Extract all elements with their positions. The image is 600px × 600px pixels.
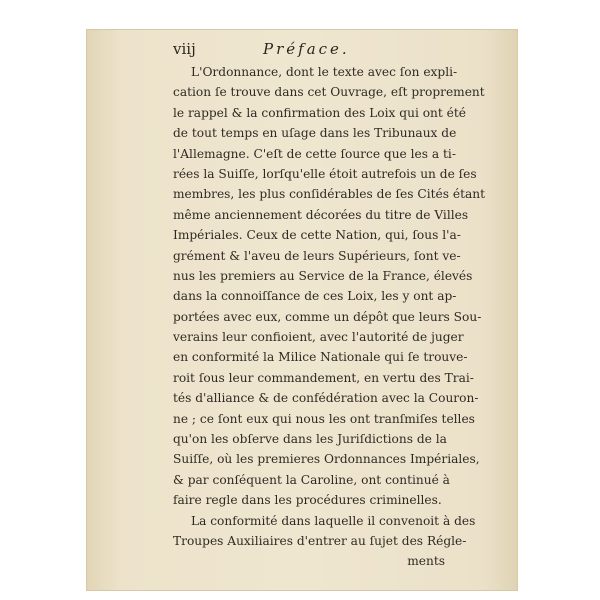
text-line: dans la connoiſſance de ces Loix, les y ont ap- — [173, 289, 457, 304]
text-line: & par conſéquent la Caroline, ont continué à — [173, 472, 450, 487]
text-line: cation ſe trouve dans cet Ouvrage, eſt proprement — [173, 85, 485, 100]
text-line: roit ſous leur commandement, en vertu des Trai- — [173, 370, 474, 385]
text-line: de tout temps en uſage dans les Tribunaux de — [173, 126, 457, 141]
text-line: l'Allemagne. C'eſt de cette ſource que les a ti- — [173, 146, 456, 161]
running-title: Préface. — [263, 40, 350, 58]
catchword: ments — [407, 554, 445, 569]
text-line: membres, les plus conſidérables de ſes Cités étant — [173, 187, 485, 202]
text-line: en conformité la Milice Nationale qui ſe trouve- — [173, 350, 468, 365]
text-line: Suiſſe, où les premieres Ordonnances Impériales, — [173, 452, 480, 467]
text-line: faire regle dans les procédures criminelles. — [173, 493, 442, 508]
text-line: La conformité dans laquelle il convenoit à des — [191, 513, 476, 528]
paragraph-1 — [173, 62, 485, 511]
paragraph-2 — [173, 511, 476, 552]
text-line: grément & l'aveu de leurs Supérieurs, ſont ve- — [173, 248, 461, 263]
page-number: viij — [173, 40, 196, 58]
text-line: Troupes Auxiliaires d'entrer au ſujet des Régle- — [173, 533, 467, 548]
text-line: verains leur confioient, avec l'autorité de juger — [173, 330, 464, 345]
text-line: ne ; ce ſont eux qui nous les ont tranſmiſes telles — [173, 411, 475, 426]
text-line: même anciennement décorées du titre de Villes — [173, 207, 469, 222]
text-line: tés d'alliance & de confédération avec la Couron- — [173, 391, 479, 406]
page-body — [173, 62, 485, 572]
text-line: Impériales. Ceux de cette Nation, qui, ſous l'a- — [173, 228, 461, 243]
text-line: nus les premiers au Service de la France, élevés — [173, 268, 473, 283]
text-line: le rappel & la confirmation des Loix qui ont été — [173, 105, 466, 120]
page-header — [173, 40, 443, 64]
text-line: rées la Suiſſe, lorſqu'elle étoit autrefois un de ſes — [173, 166, 477, 181]
text-line: qu'on les obſerve dans les Juriſdictions de la — [173, 432, 447, 447]
text-line: portées avec eux, comme un dépôt que leurs Sou- — [173, 309, 482, 324]
text-line: L'Ordonnance, dont le texte avec ſon expli- — [191, 65, 458, 79]
